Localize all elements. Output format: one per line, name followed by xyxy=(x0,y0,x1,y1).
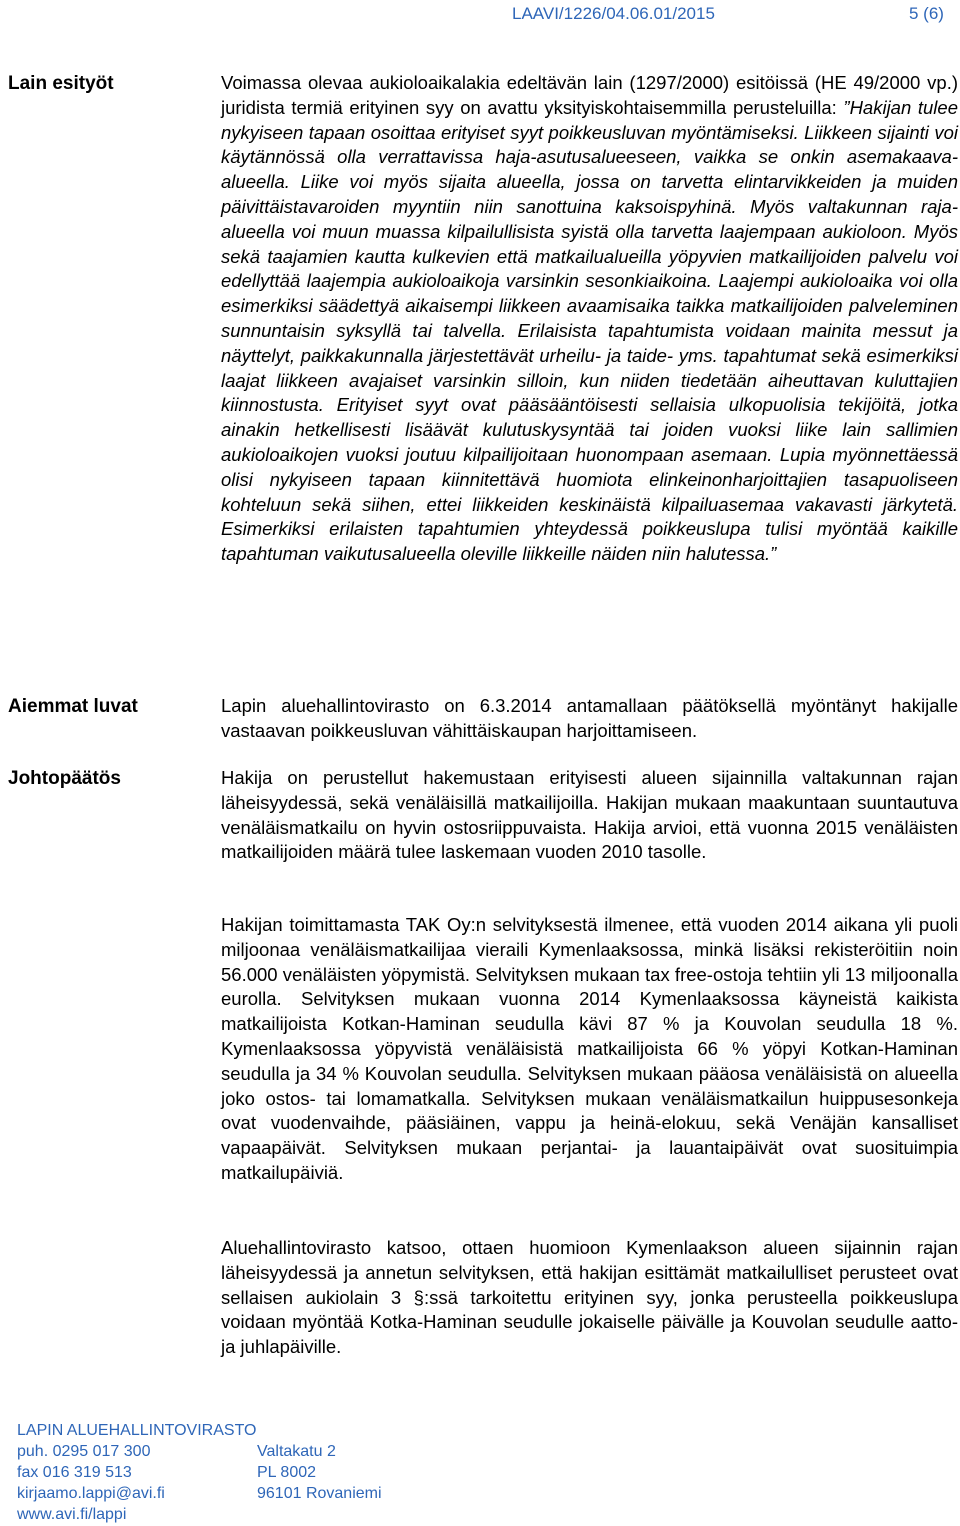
conclusion-text-1: Hakija on perustellut hakemustaan erityisesti alueen sijainnilla valtakunnan rajan läheisyydessä, sekä venäläisillä matkailijoilla. Hakijan mukaan maakuntaan suuntautuva venäläismatkailu on hyvin ostosriippuvaista. Hakija arvioi, että vuonna 2015 venäläisten matkailijoiden määrä tulee laskemaan vuoden 2010 tasolle. xyxy=(221,767,958,863)
conclusion-paragraph-3 xyxy=(221,1236,958,1360)
proposal-paragraph xyxy=(221,71,958,567)
footer-pobox: PL 8002 xyxy=(257,1464,317,1481)
section-heading-previous: Aiemmat luvat xyxy=(8,696,138,717)
footer-row xyxy=(17,1483,382,1504)
conclusion-paragraph-2 xyxy=(221,913,958,1186)
conclusion-text-3: Aluehallintovirasto katsoo, ottaen huomioon Kymenlaakson alueen sijainnin rajan läheisyydessä ja annetun selvityksen, että hakijan esittämät matkailulliset perusteet ovat sellaisen aukiolain 3 §:ssä tarkoitettu erityinen syy, jonka perusteella poikkeuslupa voidaan myöntää Kotka-Haminan seudulle jokaiselle päivälle ja Kouvolan seudulle aatto- ja juhlapäiville. xyxy=(221,1237,958,1358)
document-footer xyxy=(17,1420,382,1525)
reference-number: LAAVI/1226/04.06.01/2015 xyxy=(512,4,715,23)
section-heading-proposal: Lain esityöt xyxy=(8,73,114,94)
footer-row xyxy=(17,1504,382,1525)
footer-email[interactable]: kirjaamo.lappi@avi.fi xyxy=(17,1485,165,1502)
proposal-quote: ”Hakijan tulee nykyiseen tapaan osoittaa erityiset syyt poikkeusluvan myöntämiseksi. Liikkeen sijainti voi käytännössä olla verrattavissa haja-asutusalueeseen, vaikka se onkin asemakaava-alueella. Liike voi myös sijaita alueella, jossa on tarvetta elintarvikkeiden ja muiden päivittäistavaroiden myyntiin niin sanottuina kaksoispyhinä. Myös valtakunnan raja-alueella voi muun muassa kilpailullisista syistä olla tarvetta laajempaan aukioloon. Myös sekä taajamien kautta kulkevien että matkailualueilla yöpyvien matkailijoiden palvelu voi edellyttää laajempia aukioloaikoja varsinkin sesonkiaikoina. Laajempi aukioloaika voi olla esimerkiksi säädettyä aikaisempi liikkeen avaamisaika taikka matkailijoiden palveleminen sunnuntaisin syksyllä tai talvella. Erilaisista tapahtumista voidaan mainita messut ja näyttelyt, paikkakunnalla järjestettävät urheilu- ja taide- yms. tapahtumat sekä esimerkiksi laajat liikkeen avajaiset varsinkin silloin, kun niiden tiedetään aiheuttavan kuluttajien kiinnostusta. Erityiset syyt ovat pääsääntöisesti sellaisia ulkopuolisia tekijöitä, jotka ainakin hetkellisesti lisäävät kulutuskysyntää tai joiden vuoksi liike lain sallimien aukioloaikojen vuoksi joutuu kilpailijoitaan huonompaan asemaan. Lupia myönnettäessä olisi nykyiseen tapaan kiinnitettävä huomiota elinkeinonharjoittajien tasapuoliseen kohteluun sekä siihen, ettei liikkeiden keskinäistä kilpailuasemaa vakavasti järkytetä. Esimerkiksi erilaisten tapahtumien yhteydessä poikkeuslupa tulisi myöntää kaikille tapahtuman vaikutusalueella oleville liikkeille näiden niin halutessa.” xyxy=(221,96,958,565)
footer-fax: fax 016 319 513 xyxy=(17,1464,132,1481)
conclusion-paragraph-1 xyxy=(221,766,958,865)
footer-row xyxy=(17,1441,382,1462)
proposal-intro: Voimassa olevaa aukioloaikalakia edeltävän lain (1297/2000) esitöissä (HE 49/2000 vp.) juridista termiä erityinen syy on avattu yksityiskohtaisemmilla perusteluilla: xyxy=(221,72,958,118)
previous-paragraph: Lapin aluehallintovirasto on 6.3.2014 antamallaan päätöksellä myöntänyt hakijalle vastaavan poikkeusluvan vähittäiskaupan harjoittamiseen. xyxy=(221,695,958,741)
footer-organization: LAPIN ALUEHALLINTOVIRASTO xyxy=(17,1422,257,1439)
section-body-previous xyxy=(221,694,958,744)
footer-phone: puh. 0295 017 300 xyxy=(17,1443,151,1460)
footer-city: 96101 Rovaniemi xyxy=(257,1485,382,1502)
section-body-proposal xyxy=(221,71,958,567)
footer-street: Valtakatu 2 xyxy=(257,1443,336,1460)
section-heading-conclusion: Johtopäätös xyxy=(8,768,121,789)
footer-website[interactable]: www.avi.fi/lappi xyxy=(17,1506,127,1523)
page-number: 5 (6) xyxy=(909,4,944,23)
footer-row xyxy=(17,1462,382,1483)
conclusion-text-2: Hakijan toimittamasta TAK Oy:n selvityksestä ilmenee, että vuoden 2014 aikana yli puoli miljoonaa venäläismatkailijaa vieraili Kymenlaaksossa, minkä lisäksi rekisteröitiin noin 56.000 venäläisten yöpymistä. Selvityksen mukaan tax free-ostoja tehtiin yli 13 miljoonalla eurolla. Selvityksen mukaan vuonna 2014 Kymenlaaksossa käyneistä kaikista matkailijoista Kotkan-Haminan seudulla kävi 87 % ja Kouvolan seudulla 18 %. Kymenlaaksossa yöpyvistä venäläisistä matkailijoista 66 % yöpyi Kotkan-Haminan seudulla ja 34 % Kouvolan seudulla. Selvityksen mukaan pääosa venäläisistä on alueella joko ostos- tai lomamatkalla. Selvityksen mukaan venäläismatkailun huippusesonkeja ovat vuodenvaihde, pääsiäinen, vappu ja heinä-elokuu, sekä Venäjän kansalliset vapaapäivät. Selvityksen mukaan perjantai- ja lauantaipäivät ovat suosituimpia matkailupäiviä. xyxy=(221,914,958,1183)
